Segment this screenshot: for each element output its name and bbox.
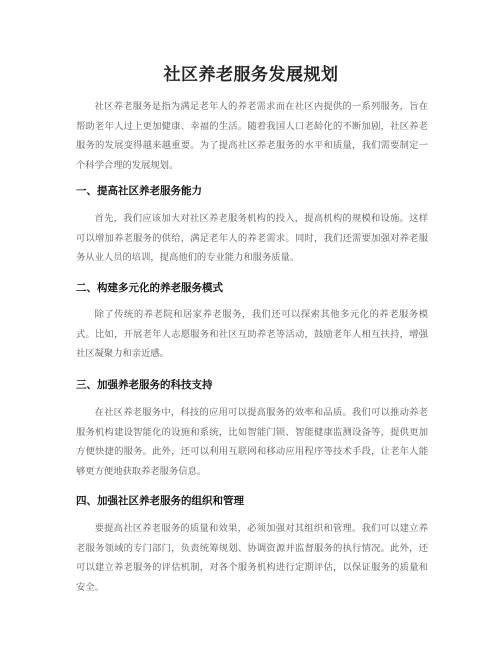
section-body-1: 首先，我们应该加大对社区养老服务机构的投入，提高机构的规模和设施。这样可以增加养老服务的供给，满足老年人的养老需求。同时，我们还需要加强对养老服务从业人员的培训，提高他们的专业能力和服务质量。	[76, 213, 428, 263]
section-body-3: 在社区养老服务中，科技的应用可以提高服务的效率和品质。我们可以推动养老服务机构建设智能化的设施和系统，比如智能门锁、智能健康监测设备等，提供更加方便快捷的服务。此外，还可以利用互联网和移动应用程序等技术手段，让老年人能够更方便地获取养老服务信息。	[76, 407, 428, 477]
section-body-4: 要提高社区养老服务的质量和效果，必须加强对其组织和管理。我们可以建立养老服务领域的专门部门，负责统筹规划、协调资源并监督服务的执行情况。此外，还可以建立养老服务的评估机制，对各个服务机构进行定期评估，以保证服务的质量和安全。	[76, 523, 428, 593]
intro-paragraph: 社区养老服务是指为满足老年人的养老需求而在社区内提供的一系列服务，旨在帮助老年人过上更加健康、幸福的生活。随着我国人口老龄化的不断加剧，社区养老服务的发展变得越来越重要。为了提高社区养老服务的水平和质量，我们需要制定一个科学合理的发展规划。	[76, 101, 428, 171]
section-heading-2: 二、构建多元化的养老服务模式	[76, 282, 223, 294]
section-heading-3: 三、加强养老服务的科技支持	[76, 379, 213, 391]
section-heading-1: 一、提高社区养老服务能力	[76, 185, 202, 197]
section-heading-4: 四、加强社区养老服务的组织和管理	[76, 495, 244, 507]
document-title: 社区养老服务发展规划	[163, 65, 339, 85]
section-body-2: 除了传统的养老院和居家养老服务，我们还可以探索其他多元化的养老服务模式。比如，开展老年人志愿服务和社区互助养老等活动，鼓励老年人相互扶持，增强社区凝聚力和亲近感。	[76, 309, 428, 359]
